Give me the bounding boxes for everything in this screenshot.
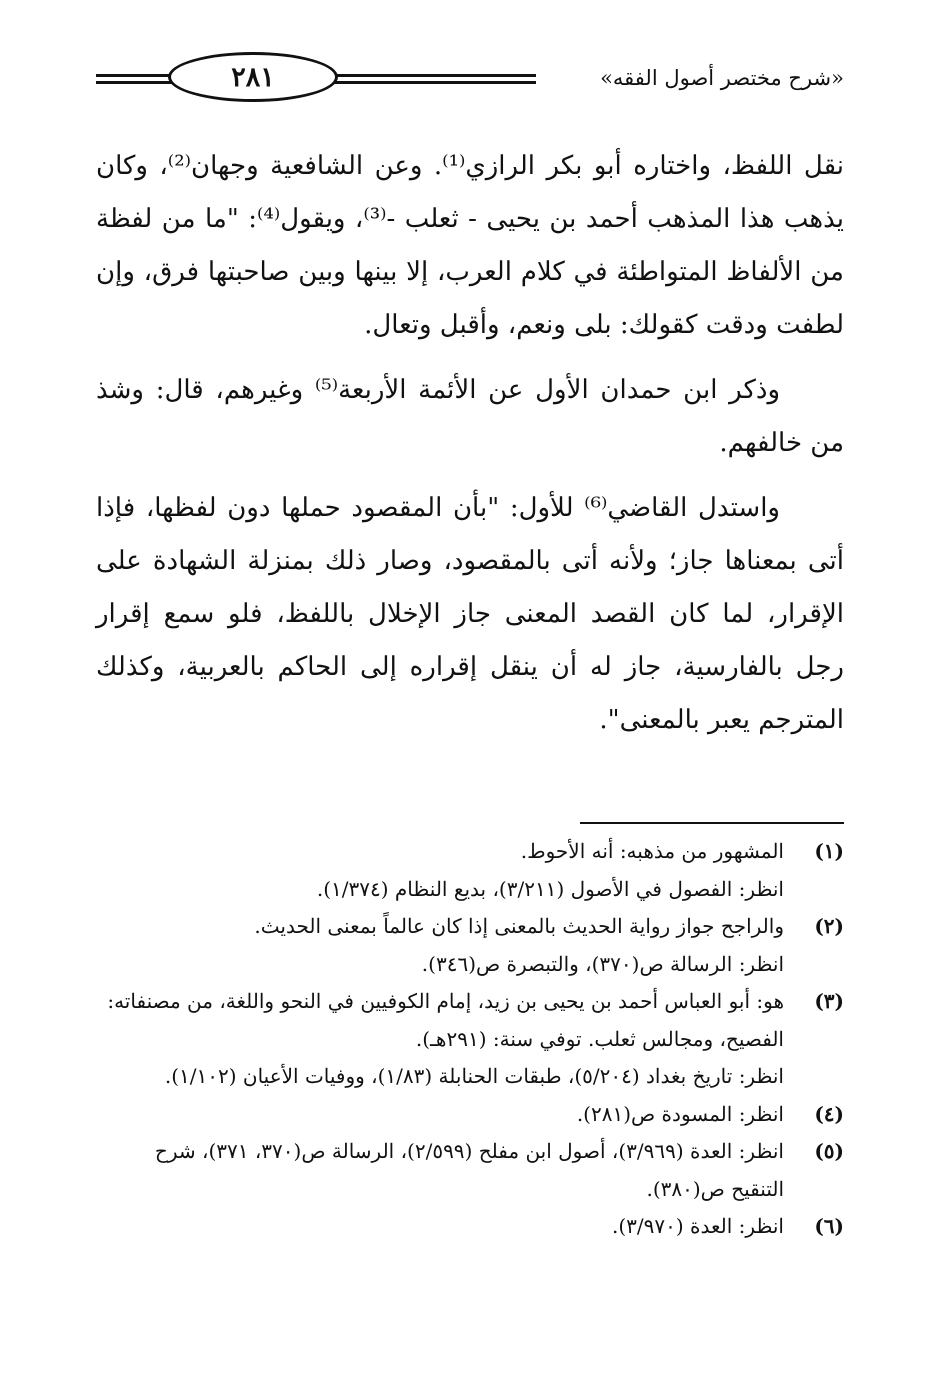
footnote-text: انظر: العدة (٣/٩٦٩)، أصول ابن مفلح (٢/٥٩٩)، الرسالة ص(٣٧٠، ٣٧١)، شرح التنقيح ص(٣٨٠). <box>154 1139 784 1201</box>
footnote-separator <box>580 822 844 824</box>
paragraph-3: واستدل القاضي⁽⁶⁾ للأول: "بأن المقصود حملها دون لفظها، فإذا أتى بمعناها جاز؛ ولأنه أتى بالمقصود، وصار ذلك بمنزلة الشهادة على الإقرار، لما كان القصد المعنى جاز الإخلال باللفظ، فلو سمع إقرار رجل بالفارسية، جاز له أن ينقل إقراره إلى الحاكم بالعربية، وكذلك المترجم يعبر بالمعنى". <box>96 493 844 735</box>
running-title: «شرح مختصر أصول الفقه» <box>600 66 844 90</box>
footnote-5 <box>96 1133 844 1208</box>
page-number: ٢٨١ <box>168 52 338 102</box>
page-header <box>96 52 844 108</box>
header-rule-right <box>334 74 536 84</box>
main-text <box>96 140 844 747</box>
footnote-text: انظر: الفصول في الأصول (٣/٢١١)، بديع النظام (١/٣٧٤). <box>316 876 784 901</box>
footnote-number: (٤) <box>814 1101 844 1126</box>
header-rule-left <box>96 74 174 84</box>
footnote-6 <box>96 1208 844 1246</box>
footnote-text: انظر: المسودة ص(٢٨١). <box>576 1101 784 1126</box>
footnotes <box>96 833 844 1246</box>
footnote-3 <box>96 983 844 1096</box>
footnote-2 <box>96 908 844 983</box>
footnote-number: (١) <box>814 839 844 863</box>
footnote-number: (٥) <box>814 1139 844 1163</box>
paragraph-2: وذكر ابن حمدان الأول عن الأئمة الأربعة⁽⁵⁾ وغيرهم، قال: وشذ من خالفهم. <box>96 375 844 458</box>
footnote-text: والراجح جواز رواية الحديث بالمعنى إذا كان عالماً بمعنى الحديث. <box>254 914 784 938</box>
footnote-text: هو: أبو العباس أحمد بن يحيى بن زيد، إمام الكوفيين في النحو واللغة، من مصنفاته: الفصيح، ومجالس ثعلب. توفي سنة: (٢٩١هـ). <box>107 989 784 1051</box>
footnote-1 <box>96 833 844 908</box>
footnote-text: انظر: العدة (٣/٩٧٠). <box>612 1214 784 1238</box>
footnote-number: (٢) <box>814 914 844 938</box>
footnote-text: المشهور من مذهبه: أنه الأحوط. <box>520 839 784 863</box>
footnote-4 <box>96 1096 844 1134</box>
footnote-number: (٦) <box>814 1214 844 1238</box>
footnote-text: انظر: الرسالة ص(٣٧٠)، والتبصرة ص(٣٤٦). <box>421 951 784 976</box>
paragraph-1: نقل اللفظ، واختاره أبو بكر الرازي⁽¹⁾. وعن الشافعية وجهان⁽²⁾، وكان يذهب هذا المذهب أحمد بن يحيى - ثعلب -⁽³⁾، ويقول⁽⁴⁾: "ما من لفظة من الألفاظ المتواطئة في كلام العرب، إلا بينها وبين صاحبتها فرق، وإن لطفت ودقت كقولك: بلى ونعم، وأقبل وتعال. <box>96 151 844 340</box>
footnote-number: (٣) <box>814 989 844 1013</box>
footnote-text: انظر: تاريخ بغداد (٥/٢٠٤)، طبقات الحنابلة (١/٨٣)، ووفيات الأعيان (١/١٠٢). <box>164 1064 784 1088</box>
